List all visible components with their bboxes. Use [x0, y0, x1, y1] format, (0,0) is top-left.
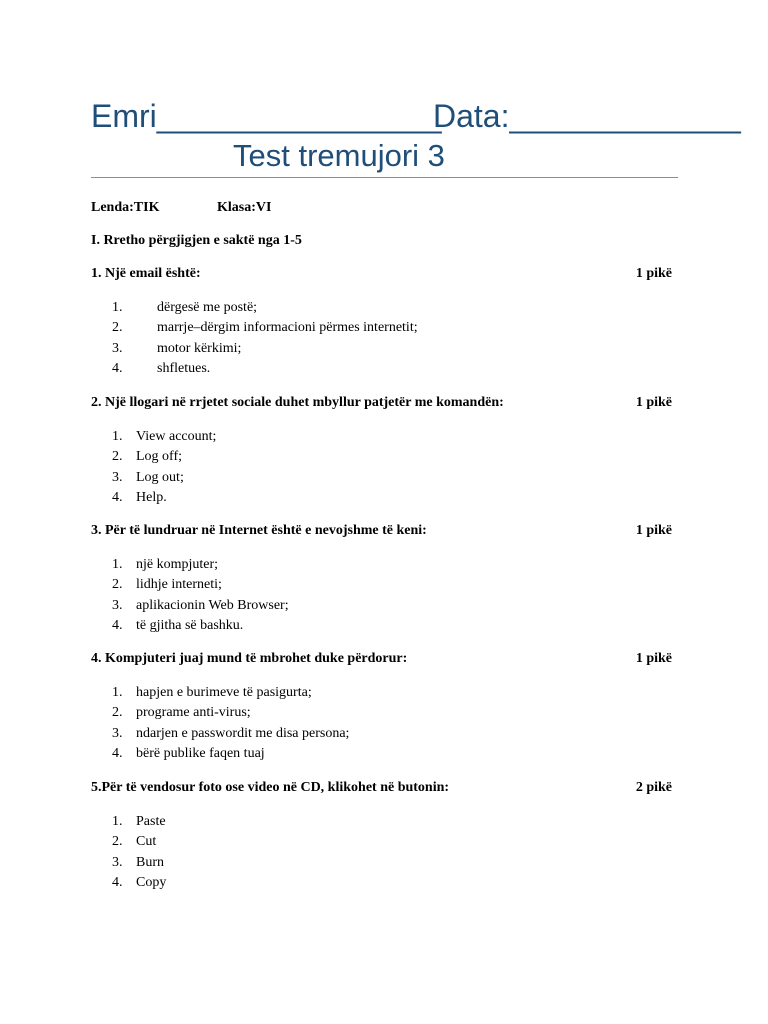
answer-option[interactable]: [91, 488, 672, 508]
answer-list: [91, 683, 672, 764]
answer-number: 2.: [112, 705, 123, 721]
answer-text: dërgesë me postë;: [157, 300, 258, 315]
answer-option[interactable]: [91, 744, 672, 764]
answer-option[interactable]: [91, 832, 672, 852]
answer-text: programe anti-virus;: [136, 705, 251, 721]
name-date-line: [91, 96, 741, 136]
question-1: [91, 265, 672, 379]
question-header: [91, 650, 672, 668]
answer-text: bërë publike faqen tuaj: [136, 745, 265, 761]
answer-number: 2.: [112, 449, 123, 465]
answer-text: Burn: [136, 854, 164, 870]
answer-text: shfletues.: [157, 360, 211, 376]
question-4: [91, 650, 672, 764]
answer-number: 1.: [112, 814, 123, 829]
answer-text: Paste: [136, 814, 166, 829]
document-header: [91, 96, 741, 173]
answer-text: View account;: [136, 429, 217, 444]
answer-option[interactable]: [91, 812, 672, 832]
answer-list: [91, 298, 672, 379]
answer-option[interactable]: [91, 339, 672, 359]
answer-text: hapjen e burimeve të pasigurta;: [136, 685, 312, 700]
answer-number: 4.: [112, 745, 123, 761]
answer-number: 1.: [112, 429, 123, 444]
answer-option[interactable]: [91, 575, 672, 595]
question-header: [91, 394, 672, 412]
answer-number: 2.: [112, 320, 123, 336]
answer-number: 4.: [112, 489, 123, 505]
answer-number: 2.: [112, 834, 123, 850]
question-header: [91, 265, 672, 283]
question-header: [91, 779, 672, 797]
answer-list: [91, 427, 672, 508]
question-2: [91, 394, 672, 508]
answer-option[interactable]: [91, 468, 672, 488]
answer-text: Help.: [136, 489, 167, 505]
question-text: 5.Për të vendosur foto ose video në CD, klikohet në butonin:: [91, 780, 450, 795]
question-points: 1 pikë: [635, 266, 672, 281]
class-label: Klasa:VI: [217, 200, 272, 215]
page-title: Test tremujori 3: [233, 138, 445, 173]
answer-option[interactable]: [91, 447, 672, 467]
answer-number: 3.: [112, 854, 123, 870]
question-5: [91, 779, 672, 893]
answer-option[interactable]: [91, 359, 672, 379]
name-field-label: Emri________________: [91, 98, 442, 134]
answer-text: Log off;: [136, 449, 183, 465]
answer-number: 3.: [112, 340, 123, 356]
answer-text: një kompjuter;: [136, 557, 219, 572]
question-text: 2. Një llogari në rrjetet sociale duhet mbyllur patjetër me komandën:: [91, 395, 504, 410]
answer-list: [91, 812, 672, 893]
answer-text: Log out;: [136, 469, 184, 485]
answer-number: 4.: [112, 617, 123, 633]
question-points: 2 pikë: [635, 780, 672, 795]
title-divider: [91, 177, 678, 178]
question-text: 3. Për të lundruar në Internet është e nevojshme të keni:: [91, 523, 427, 538]
answer-text: ndarjen e passwordit me disa persona;: [136, 725, 350, 741]
question-3: [91, 522, 672, 636]
answer-number: 1.: [112, 300, 123, 315]
answer-option[interactable]: [91, 703, 672, 723]
question-points: 1 pikë: [635, 651, 672, 666]
question-header: [91, 522, 672, 540]
answer-text: lidhje interneti;: [136, 577, 222, 593]
answer-text: të gjitha së bashku.: [136, 617, 244, 633]
answer-option[interactable]: [91, 853, 672, 873]
answer-option[interactable]: [91, 873, 672, 893]
answer-option[interactable]: [91, 427, 672, 447]
answer-number: 3.: [112, 725, 123, 741]
answer-text: motor kërkimi;: [157, 340, 242, 356]
answer-option[interactable]: [91, 616, 672, 636]
answer-option[interactable]: [91, 318, 672, 338]
answer-option[interactable]: [91, 596, 672, 616]
answer-option[interactable]: [91, 683, 672, 703]
subject-class-line: [91, 199, 272, 217]
question-points: 1 pikë: [635, 395, 672, 410]
answer-number: 1.: [112, 685, 123, 700]
answer-text: marrje–dërgim informacioni përmes internetit;: [157, 320, 418, 336]
question-points: 1 pikë: [635, 523, 672, 538]
answer-list: [91, 555, 672, 636]
answer-text: aplikacionin Web Browser;: [136, 597, 289, 613]
answer-number: 1.: [112, 557, 123, 572]
answer-option[interactable]: [91, 298, 672, 318]
question-text: 4. Kompjuteri juaj mund të mbrohet duke përdorur:: [91, 651, 408, 666]
answer-text: Copy: [136, 874, 167, 890]
section-instruction: I. Rretho përgjigjen e saktë nga 1-5: [91, 233, 302, 248]
answer-text: Cut: [136, 834, 157, 850]
answer-number: 3.: [112, 469, 123, 485]
date-field-label: Data:_____________: [433, 98, 741, 134]
answer-number: 3.: [112, 597, 123, 613]
subject-label: Lenda:TIK: [91, 200, 160, 215]
answer-option[interactable]: [91, 724, 672, 744]
answer-option[interactable]: [91, 555, 672, 575]
answer-number: 4.: [112, 360, 123, 376]
answer-number: 2.: [112, 577, 123, 593]
question-text: 1. Një email është:: [91, 266, 201, 281]
answer-number: 4.: [112, 874, 123, 890]
